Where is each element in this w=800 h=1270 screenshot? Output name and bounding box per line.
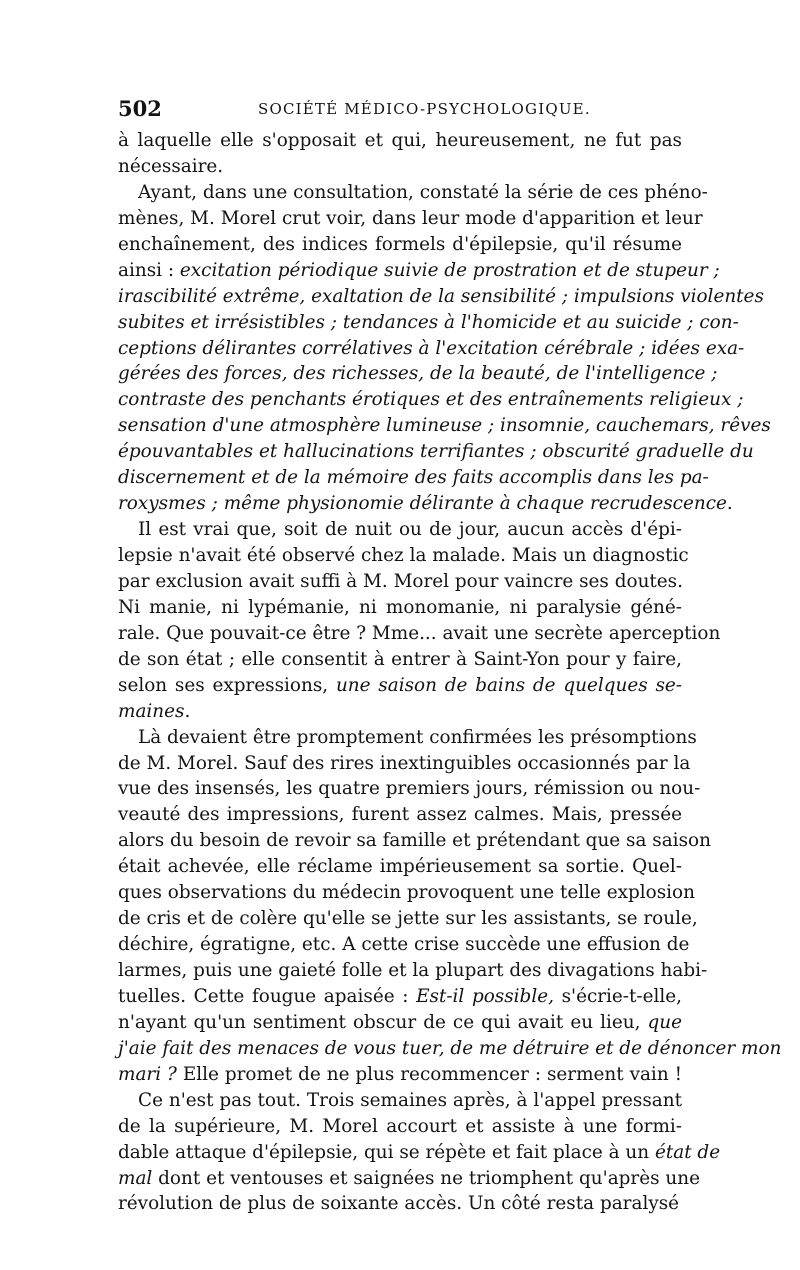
text-line (118, 828, 711, 854)
italic-segment: gérées des forces, des richesses, de la beauté, de l'intelligence ; (118, 363, 718, 385)
text-line (118, 725, 697, 751)
text-line (118, 958, 708, 984)
text-line (118, 387, 744, 413)
text-segment: nécessaire. (118, 155, 224, 177)
italic-segment: Est-il possible, (416, 985, 554, 1007)
text-line (118, 932, 690, 958)
text-line (118, 154, 682, 180)
text-segment: mènes, M. Morel crut voir, dans leur mode d'apparition et leur (118, 207, 703, 229)
text-line (118, 413, 771, 439)
text-line (118, 880, 695, 906)
text-line (118, 854, 682, 880)
text-segment: ques observations du médecin provoquent une telle explosion (118, 882, 695, 904)
text-segment: révolution de plus de soixante accès. Un côté resta paralysé (118, 1193, 680, 1215)
text-segment: larmes, puis une gaieté folle et la plupart des divagations habi- (118, 960, 708, 981)
text-segment: ainsi : (118, 259, 180, 281)
text-segment: dable attaque d'épilepsie, qui se répète et fait place à un (118, 1141, 655, 1163)
italic-segment: mal (118, 1167, 153, 1189)
text-line (118, 1166, 700, 1192)
text-line (118, 647, 682, 673)
italic-segment: subites et irrésistibles ; tendances à l'homicide et au suicide ; con- (118, 311, 739, 333)
text-segment: de la supérieure, M. Morel accourt et assiste à une formi- (118, 1115, 682, 1137)
text-line (118, 491, 733, 517)
text-line (118, 128, 682, 154)
text-line (118, 776, 701, 802)
text-line (118, 1114, 682, 1140)
text-line (118, 232, 682, 258)
text-segment: n'ayant qu'un sentiment obscur de ce qui avait eu lieu, (118, 1011, 648, 1033)
text-segment: enchaînement, des indices formels d'épilepsie, qu'il résume (118, 233, 682, 255)
italic-segment: contraste des penchants érotiques et des entraînements religieux ; (118, 389, 744, 411)
text-line (118, 206, 703, 232)
text-line (118, 906, 698, 932)
text-segment: vue des insensés, les quatre premiers jours, rémission ou nou- (118, 778, 701, 800)
text-line (118, 1036, 782, 1062)
text-line (118, 621, 721, 647)
text-segment: de son état ; elle consentit à entrer à Saint-Yon pour y faire, (118, 648, 682, 670)
text-line (118, 1088, 682, 1114)
text-line (118, 180, 708, 206)
text-line (118, 258, 720, 284)
text-line (118, 1010, 682, 1036)
text-segment: de M. Morel. Sauf des rires inextinguibles occasionnés par la (118, 752, 691, 774)
text-line (118, 984, 682, 1010)
text-segment: lepsie n'avait été observé chez la malade. Mais un diagnostic (118, 545, 689, 566)
text-line (118, 802, 682, 828)
text-segment: dont et ventouses et saignées ne triomphent qu'après une (152, 1167, 700, 1189)
text-line (118, 751, 691, 777)
italic-segment: mari ? (118, 1063, 177, 1085)
text-segment: à laquelle elle s'opposait et qui, heureusement, ne fut pas (118, 130, 682, 151)
italic-segment: une saison de bains de quelques se- (335, 674, 682, 696)
italic-segment: discernement et de la mémoire des faits accomplis dans les pa- (118, 467, 709, 489)
italic-segment: maines. (118, 700, 191, 722)
body-text (118, 128, 782, 1217)
text-segment: déchire, égratigne, etc. A cette crise succède une effusion de (118, 934, 690, 956)
text-segment: Ce n'est pas tout. Trois semaines après, à l'appel pressant (138, 1089, 682, 1111)
text-segment: Ayant, dans une consultation, constaté la série de ces phéno- (138, 181, 708, 203)
text-segment: Ni manie, ni lypémanie, ni monomanie, ni paralysie géné- (118, 596, 682, 618)
running-title: SOCIÉTÉ MÉDICO-PSYCHOLOGIQUE. (258, 100, 591, 118)
text-line (118, 465, 709, 491)
text-segment: Là devaient être promptement confirmées les présomptions (138, 726, 697, 748)
text-segment: Elle promet de ne plus recommencer : serment vain ! (176, 1063, 682, 1085)
text-segment: veauté des impressions, furent assez calmes. Mais, pressée (118, 804, 682, 826)
text-line (118, 284, 764, 310)
italic-segment: sensation d'une atmosphère lumineuse ; insomnie, cauchemars, rêves (118, 415, 771, 437)
text-line (118, 1140, 721, 1166)
italic-segment: roxysmes ; même physionomie délirante à chaque recrudescence. (118, 493, 733, 515)
italic-segment: irascibilité extrême, exaltation de la sensibilité ; impulsions violentes (118, 285, 764, 307)
italic-segment: épouvantables et hallucinations terrifiantes ; obscurité graduelle du (118, 441, 754, 463)
text-segment: était achevée, elle réclame impérieusement sa sortie. Quel- (118, 856, 682, 878)
page-number: 502 (118, 96, 162, 121)
text-line (118, 699, 682, 725)
italic-segment: que (647, 1011, 682, 1033)
italic-segment: ceptions délirantes corrélatives à l'excitation cérébrale ; idées exa- (118, 337, 745, 359)
text-line (118, 361, 718, 387)
italic-segment: état de (654, 1141, 721, 1163)
italic-segment: excitation périodique suivie de prostration et de stupeur ; (179, 259, 720, 281)
text-segment: selon ses expressions, (118, 674, 336, 696)
text-line (118, 543, 689, 569)
text-line (118, 310, 739, 336)
text-line (118, 517, 682, 543)
text-segment: Il est vrai que, soit de nuit ou de jour, aucun accès d'épi- (138, 519, 682, 541)
page-header (118, 96, 688, 120)
text-line (118, 336, 745, 362)
text-line (118, 1062, 682, 1088)
text-line (118, 439, 754, 465)
text-segment: par exclusion avait suffi à M. Morel pour vaincre ses doutes. (118, 570, 683, 592)
text-segment: tuelles. Cette fougue apaisée : (118, 985, 417, 1007)
text-line (118, 673, 682, 699)
italic-segment: j'aie fait des menaces de vous tuer, de me détruire et de dénoncer mon (118, 1037, 782, 1059)
text-segment: rale. Que pouvait-ce être ? Mme... avait une secrète aperception (118, 622, 721, 644)
text-line (118, 1191, 682, 1217)
text-segment: s'écrie-t-elle, (553, 985, 683, 1007)
text-line (118, 569, 682, 595)
text-line (118, 595, 682, 621)
text-segment: de cris et de colère qu'elle se jette sur les assistants, se roule, (118, 908, 698, 930)
text-segment: alors du besoin de revoir sa famille et prétendant que sa saison (118, 830, 711, 852)
